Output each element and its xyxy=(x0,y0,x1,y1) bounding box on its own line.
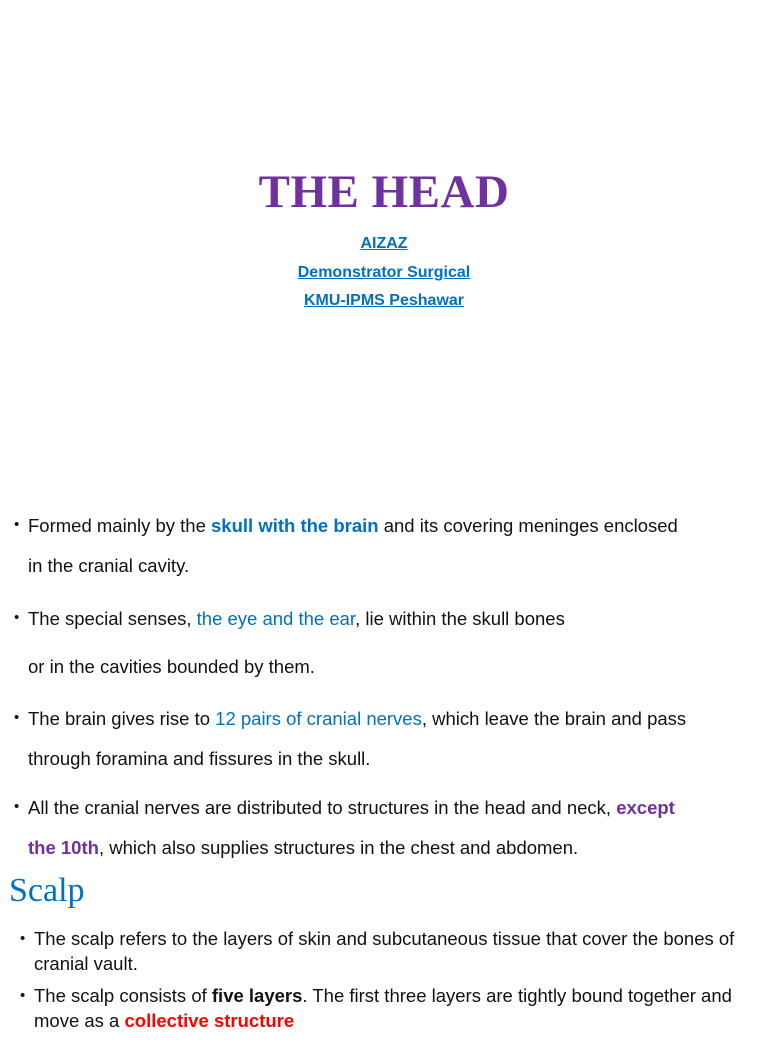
document-title: THE HEAD xyxy=(258,166,510,218)
highlight-text: except xyxy=(616,797,675,818)
bullet-item: • Formed mainly by the skull with the brain and its covering meninges enclosed in the cranial cavity. xyxy=(14,506,759,586)
author-name: AIZAZ xyxy=(360,235,408,252)
bullet-item: • The special senses, the eye and the ear, lie within the skull bones or in the cavities bounded by them. xyxy=(14,595,759,691)
scalp-heading: Scalp xyxy=(9,872,85,909)
author-institution: KMU-IPMS Peshawar xyxy=(303,292,465,309)
author-position: Demonstrator Surgical xyxy=(297,263,471,281)
bold-text: five layers xyxy=(211,985,303,1006)
bullet-item: • The scalp refers to the layers of skin and subcutaneous tissue that cover the bones of cranial vault. xyxy=(20,927,740,976)
highlight-text: the eye and the ear xyxy=(196,608,356,629)
author-block xyxy=(0,230,768,316)
bullet-item: • The brain gives rise to 12 pairs of cranial nerves, which leave the brain and pass through foramina and fissures in the skull. xyxy=(14,699,759,779)
highlight-text: the 10th xyxy=(28,837,99,858)
bullet-item: • The scalp consists of five layers. The first three layers are tightly bound together and move as a collective structure xyxy=(20,984,740,1033)
highlight-text: skull with the brain xyxy=(211,515,379,536)
highlight-text: collective structure xyxy=(124,1009,295,1031)
bullet-item: • All the cranial nerves are distributed to structures in the head and neck, except the 10th, which also supplies structures in the chest and abdomen. xyxy=(14,788,759,868)
intro-bullet-list xyxy=(14,506,759,868)
highlight-text: 12 pairs of cranial nerves xyxy=(215,708,422,729)
